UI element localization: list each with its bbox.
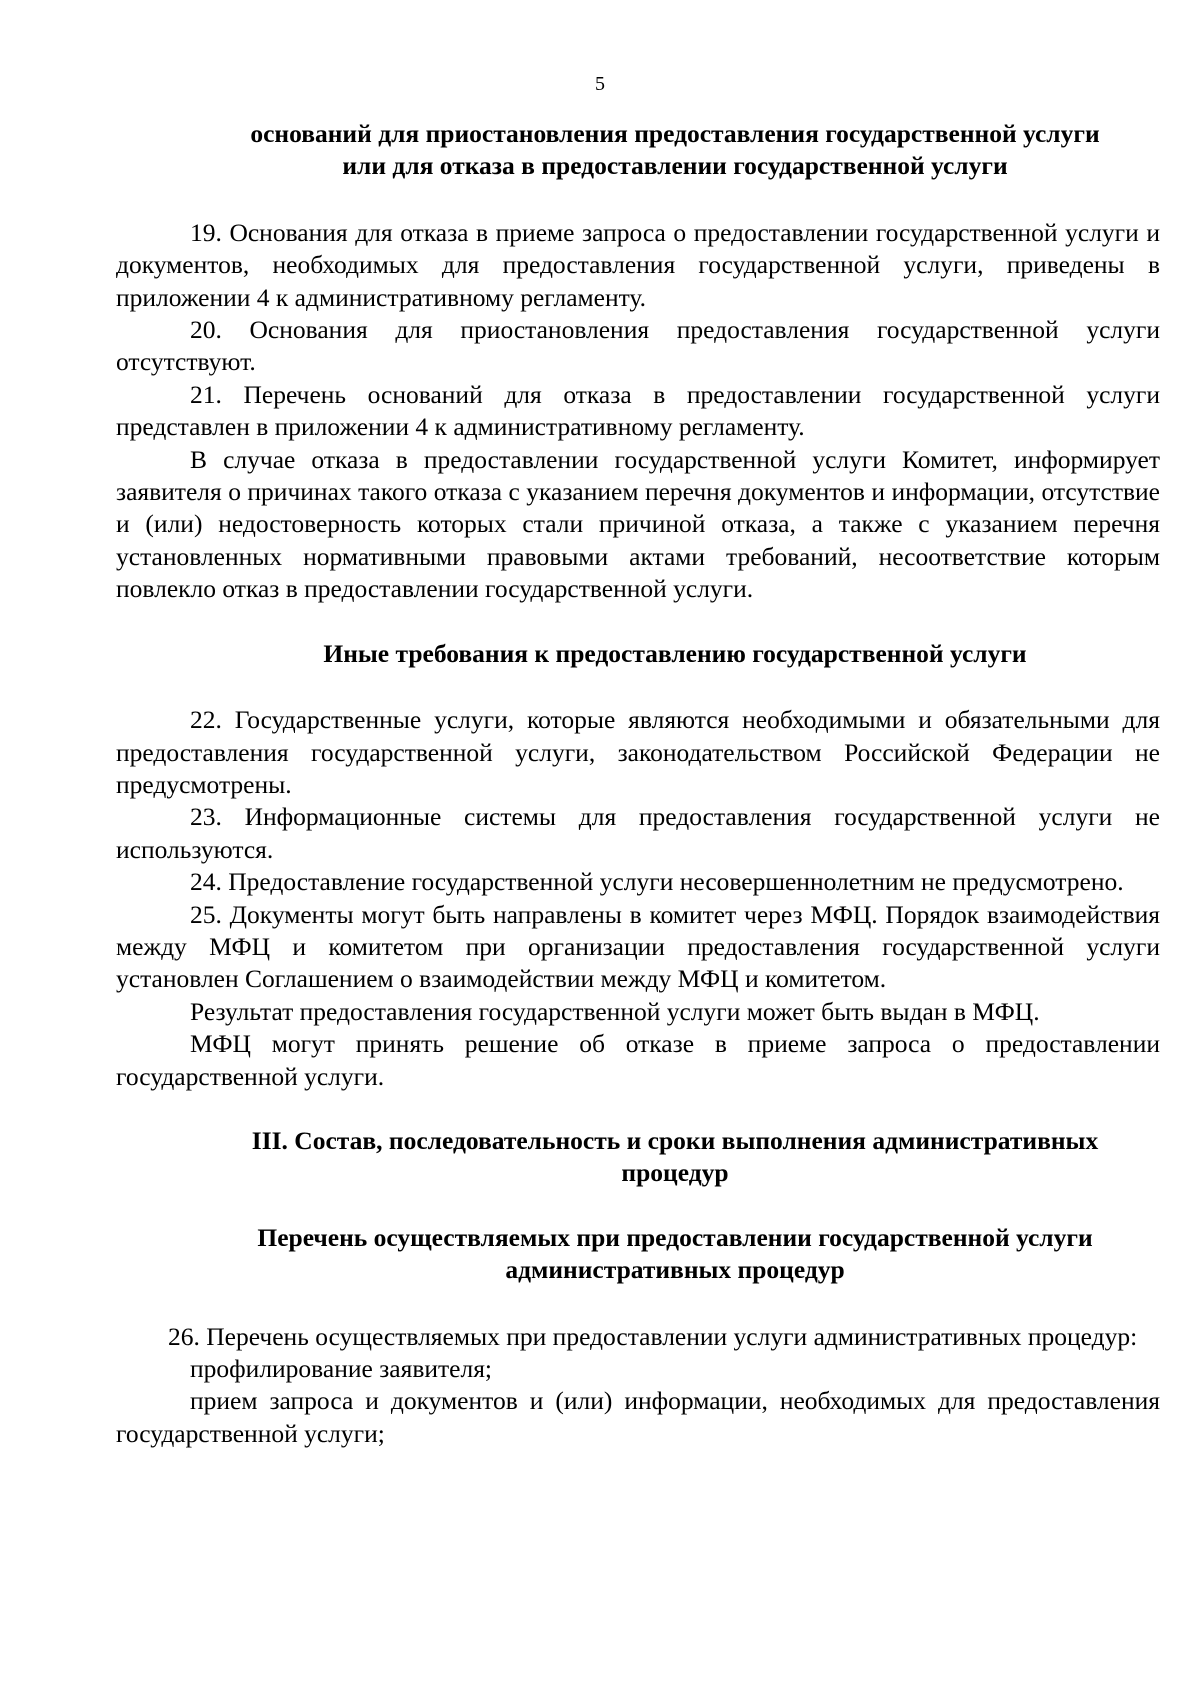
paragraph-25: 25. Документы могут быть направлены в комитет через МФЦ. Порядок взаимодействия между МФЦ и комитетом при организации предоставления государственной услуги установлен Соглашением о взаимодействии между МФЦ и комитетом.: [116, 899, 1160, 994]
heading-line: Перечень осуществляемых при предоставлении государственной услуги: [257, 1222, 1093, 1252]
heading-line: оснований для приостановления предоставления государственной услуги: [250, 119, 1100, 148]
heading-line: III. Состав, последовательность и сроки выполнения административных: [251, 1125, 1099, 1155]
paragraph-23: 23. Информационные системы для предоставления государственной услуги не используются.: [116, 802, 1160, 864]
list-item-request-intake: прием запроса и документов и (или) информации, необходимых для предоставления государственной услуги;: [116, 1386, 1160, 1448]
list-item-profiling: профилирование заявителя;: [190, 1354, 493, 1383]
section-heading-procedures-list: [116, 1222, 1160, 1287]
heading-line: процедур: [621, 1158, 729, 1188]
paragraph-26: 26. Перечень осуществляемых при предоставлении услуги административных процедур:: [168, 1321, 1138, 1351]
page-number: 5: [595, 73, 605, 95]
heading-line: или для отказа в предоставлении государственной услуги: [342, 151, 1008, 181]
paragraph-24: 24. Предоставление государственной услуги несовершеннолетним не предусмотрено.: [190, 867, 1124, 897]
section-heading-other-requirements: Иные требования к предоставлению государственной услуги: [323, 638, 1027, 668]
paragraph-mfc-result: Результат предоставления государственной услуги может быть выдан в МФЦ.: [190, 996, 1040, 1026]
paragraph-20: 20. Основания для приостановления предоставления государственной услуги отсутствуют.: [116, 315, 1160, 377]
paragraph-refusal-info: В случае отказа в предоставлении государственной услуги Комитет, информирует заявителя о причинах такого отказа с указанием перечня документов и информации, отсутствие и (или) недостоверность которых стали причиной отказа, а также с указанием перечня установленных нормативными правовыми актами требований, несоответствие которым повлекло отказ в предоставлении государственной услуги.: [116, 444, 1160, 604]
document-body: [116, 118, 1160, 1450]
paragraph-22: 22. Государственные услуги, которые являются необходимыми и обязательными для предоставления государственной услуги, законодательством Российской Федерации не предусмотрены.: [116, 705, 1160, 799]
paragraph-19: 19. Основания для отказа в приеме запроса о предоставлении государственной услуги и документов, необходимых для предоставления государственной услуги, приведены в приложении 4 к административному регламенту.: [116, 217, 1160, 312]
paragraph-21: 21. Перечень оснований для отказа в предоставлении государственной услуги представлен в приложении 4 к административному регламенту.: [116, 379, 1160, 442]
heading-line: административных процедур: [505, 1255, 845, 1285]
paragraph-mfc-refusal: МФЦ могут принять решение об отказе в приеме запроса о предоставлении государственной услуги.: [116, 1029, 1160, 1091]
section-heading-grounds: [116, 118, 1160, 183]
chapter-heading-iii: [116, 1125, 1160, 1190]
